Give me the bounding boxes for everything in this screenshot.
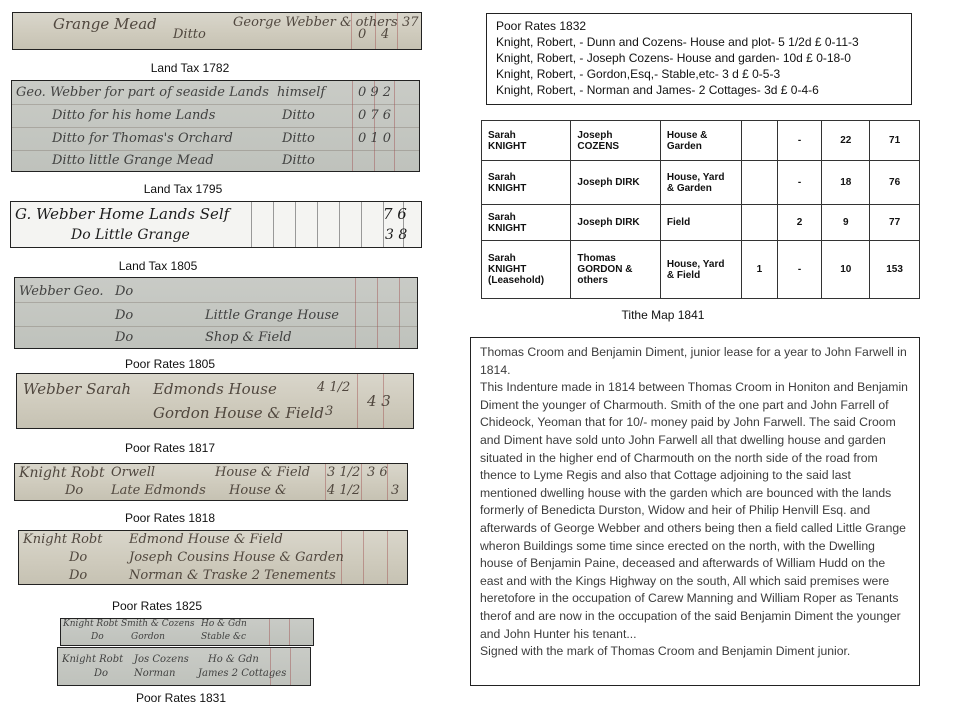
scan-text: Do bbox=[115, 330, 134, 345]
tithe-cell: 1 bbox=[742, 241, 778, 299]
scan-text: Ditto little Grange Mead bbox=[52, 153, 214, 168]
scan-text: 4 1/2 bbox=[327, 483, 361, 498]
poor-rates-1832-line: Knight, Robert, - Dunn and Cozens- House and plot- 5 1/2d £ 0-11-3 bbox=[496, 35, 859, 49]
tithe-cell: 153 bbox=[870, 241, 920, 299]
tithe-cell bbox=[742, 121, 778, 161]
scan-text: Grange Mead bbox=[53, 15, 157, 33]
tithe-cell: Sarah KNIGHT bbox=[482, 161, 571, 205]
land-tax-1782-scan bbox=[12, 12, 422, 50]
scan-text: Ho & Gdn bbox=[201, 619, 247, 629]
poor-rates-1832-title: Poor Rates 1832 bbox=[496, 19, 587, 33]
scan-text: Do bbox=[65, 483, 84, 498]
lease-signature: Signed with the mark of Thomas Croom and Benjamin Diment junior. bbox=[480, 644, 851, 659]
caption-land-tax-1795: Land Tax 1795 bbox=[143, 182, 223, 196]
scan-text: 0 1 0 bbox=[358, 131, 392, 146]
scan-text: Do bbox=[115, 308, 134, 323]
poor-rates-1825-scan bbox=[18, 530, 408, 585]
table-row bbox=[482, 241, 920, 299]
scan-text: Little Grange House bbox=[205, 308, 339, 323]
table-row bbox=[482, 161, 920, 205]
tithe-cell: House, Yard & Garden bbox=[660, 161, 741, 205]
tithe-cell: 18 bbox=[822, 161, 870, 205]
scan-text: House & Field bbox=[215, 465, 311, 480]
scan-text: 4 1/2 bbox=[317, 380, 351, 395]
scan-text: Stable &c bbox=[201, 632, 247, 642]
tithe-cell: Joseph DIRK bbox=[571, 161, 660, 205]
scan-text: Gordon House & Field bbox=[153, 404, 324, 422]
tithe-cell: 22 bbox=[822, 121, 870, 161]
scan-text: 3 1/2 bbox=[327, 465, 361, 480]
scan-text: Shop & Field bbox=[205, 330, 292, 345]
tithe-map-table bbox=[481, 120, 920, 299]
scan-text: 3 8 bbox=[385, 227, 408, 243]
scan-text: Ditto bbox=[282, 131, 315, 146]
scan-text: Norman & Traske 2 Tenements bbox=[129, 568, 336, 583]
scan-text: Ditto for Thomas's Orchard bbox=[52, 131, 233, 146]
caption-poor-rates-1818: Poor Rates 1818 bbox=[124, 511, 216, 525]
tithe-cell bbox=[742, 205, 778, 241]
tithe-cell: House, Yard & Field bbox=[660, 241, 741, 299]
poor-rates-1831-scan-a bbox=[60, 618, 314, 646]
scan-text: 0 9 2 bbox=[358, 85, 392, 100]
tithe-cell: Joseph DIRK bbox=[571, 205, 660, 241]
poor-rates-1832-line: Knight, Robert, - Norman and James- 2 Cottages- 3d £ 0-4-6 bbox=[496, 83, 819, 97]
poor-rates-1832-box bbox=[486, 13, 912, 105]
tithe-cell: Field bbox=[660, 205, 741, 241]
poor-rates-1817-scan bbox=[16, 373, 414, 429]
scan-text: Ditto bbox=[173, 27, 206, 42]
tithe-cell: Joseph COZENS bbox=[571, 121, 660, 161]
scan-text: Orwell bbox=[111, 465, 156, 480]
scan-text: Edmonds House bbox=[153, 380, 277, 398]
tithe-cell: - bbox=[777, 121, 822, 161]
scan-text: Do Little Grange bbox=[71, 227, 190, 243]
tithe-cell: 2 bbox=[777, 205, 822, 241]
tithe-cell: 10 bbox=[822, 241, 870, 299]
caption-poor-rates-1831: Poor Rates 1831 bbox=[135, 691, 227, 705]
scan-text: George Webber & others bbox=[233, 15, 398, 30]
scan-text: Knight Robt bbox=[63, 619, 119, 629]
scan-text: 0 bbox=[358, 27, 367, 42]
scan-text: Do bbox=[91, 632, 104, 642]
caption-poor-rates-1805: Poor Rates 1805 bbox=[124, 357, 216, 371]
scan-text: Webber Geo. bbox=[19, 284, 104, 299]
scan-text: Jos Cozens bbox=[134, 654, 189, 665]
tithe-cell bbox=[742, 161, 778, 205]
scan-text: Do bbox=[94, 668, 109, 679]
scan-text: Gordon bbox=[131, 632, 165, 642]
scan-text: Joseph Cousins House & Garden bbox=[129, 550, 344, 565]
scan-text: 4 bbox=[381, 27, 390, 42]
scan-text: Smith & Cozens bbox=[121, 619, 195, 629]
scan-text: Knight Robt bbox=[62, 654, 124, 665]
scan-text: Webber Sarah bbox=[23, 380, 132, 398]
caption-land-tax-1782: Land Tax 1782 bbox=[150, 61, 230, 75]
tithe-cell: 77 bbox=[870, 205, 920, 241]
land-tax-1795-scan bbox=[11, 80, 420, 172]
lease-body: This Indenture made in 1814 between Thomas Croom in Honiton and Benjamin Diment the younger of Charmouth. Smith of the one part and John Farrell of Chideock, Yeoman that for 10/- money paid by John Farwell. The said Croom and Diment have sold unto John Farwell all that dwelling house and garden situated in the higher end of Charmouth on the north side of the road from thence to Lyme Regis and also that Cottage adjoining to the said last mentioned dwelling house with the garden which are bounced with the lands formerly of Benedicta Durston, Widow and heir of Philip Henvill Esq. and afterwards of George Webber and others being then a field called Little Grange wheron Buildings some time since erected on the north, with the Dwelling house of Benjamin Paine, deceased and afterwards of William Hudd on the east and with the Kings Highway on the south, All which said premises were heretofore in the occupation of Carew Manning and William Roper as Tenants therof and are now in the occupation of the said Benjamin Diment the younger and John Hunter his tenant... bbox=[480, 380, 908, 641]
scan-text: House & bbox=[229, 483, 287, 498]
scan-text: Late Edmonds bbox=[111, 483, 206, 498]
lease-heading: Thomas Croom and Benjamin Diment, junior lease for a year to John Farwell in 1814. bbox=[480, 345, 907, 377]
tithe-cell: - bbox=[777, 161, 822, 205]
tithe-cell: Sarah KNIGHT (Leasehold) bbox=[482, 241, 571, 299]
scan-text: Norman bbox=[134, 668, 176, 679]
tithe-cell: 76 bbox=[870, 161, 920, 205]
poor-rates-1832-line: Knight, Robert, - Joseph Cozens- House and garden- 10d £ 0-18-0 bbox=[496, 51, 851, 65]
caption-tithe-map-1841: Tithe Map 1841 bbox=[621, 308, 705, 322]
poor-rates-1818-scan bbox=[14, 463, 408, 501]
scan-text: 3 bbox=[325, 404, 334, 419]
scan-text: 7 6 bbox=[383, 205, 407, 223]
scan-text: himself bbox=[277, 85, 326, 100]
caption-poor-rates-1817: Poor Rates 1817 bbox=[124, 441, 216, 455]
tithe-cell: House & Garden bbox=[660, 121, 741, 161]
scan-text: 3 6 bbox=[367, 465, 388, 480]
poor-rates-1831-scan-b bbox=[57, 647, 311, 686]
scan-text: 37 bbox=[402, 15, 419, 30]
caption-land-tax-1805: Land Tax 1805 bbox=[118, 259, 198, 273]
scan-text: Knight Robt bbox=[23, 532, 103, 547]
scan-text: James 2 Cottages bbox=[198, 668, 287, 679]
scan-text: Ditto bbox=[282, 108, 315, 123]
scan-text: Do bbox=[69, 550, 88, 565]
scan-text: Ho & Gdn bbox=[208, 654, 259, 665]
scan-text: 3 bbox=[391, 483, 400, 498]
scan-text: 4 3 bbox=[367, 392, 391, 410]
scan-text: Do bbox=[69, 568, 88, 583]
poor-rates-1805-scan bbox=[14, 277, 418, 349]
table-row bbox=[482, 205, 920, 241]
lease-transcription-box bbox=[470, 337, 920, 686]
land-tax-1805-scan bbox=[10, 201, 422, 248]
tithe-cell: Thomas GORDON & others bbox=[571, 241, 660, 299]
scan-text: Ditto for his home Lands bbox=[52, 108, 216, 123]
table-row bbox=[482, 121, 920, 161]
tithe-cell: Sarah KNIGHT bbox=[482, 121, 571, 161]
scan-text: G. Webber Home Lands Self bbox=[15, 205, 230, 223]
tithe-cell: 9 bbox=[822, 205, 870, 241]
scan-text: Knight Robt bbox=[19, 465, 105, 481]
tithe-cell: Sarah KNIGHT bbox=[482, 205, 571, 241]
poor-rates-1832-line: Knight, Robert, - Gordon,Esq,- Stable,etc- 3 d £ 0-5-3 bbox=[496, 67, 781, 81]
caption-poor-rates-1825: Poor Rates 1825 bbox=[111, 599, 203, 613]
scan-text: Edmond House & Field bbox=[129, 532, 283, 547]
tithe-cell: 71 bbox=[870, 121, 920, 161]
scan-text: Ditto bbox=[282, 153, 315, 168]
scan-text: Do bbox=[115, 284, 134, 299]
tithe-cell: - bbox=[777, 241, 822, 299]
scan-text: 0 7 6 bbox=[358, 108, 392, 123]
scan-text: Geo. Webber for part of seaside Lands bbox=[16, 85, 269, 100]
